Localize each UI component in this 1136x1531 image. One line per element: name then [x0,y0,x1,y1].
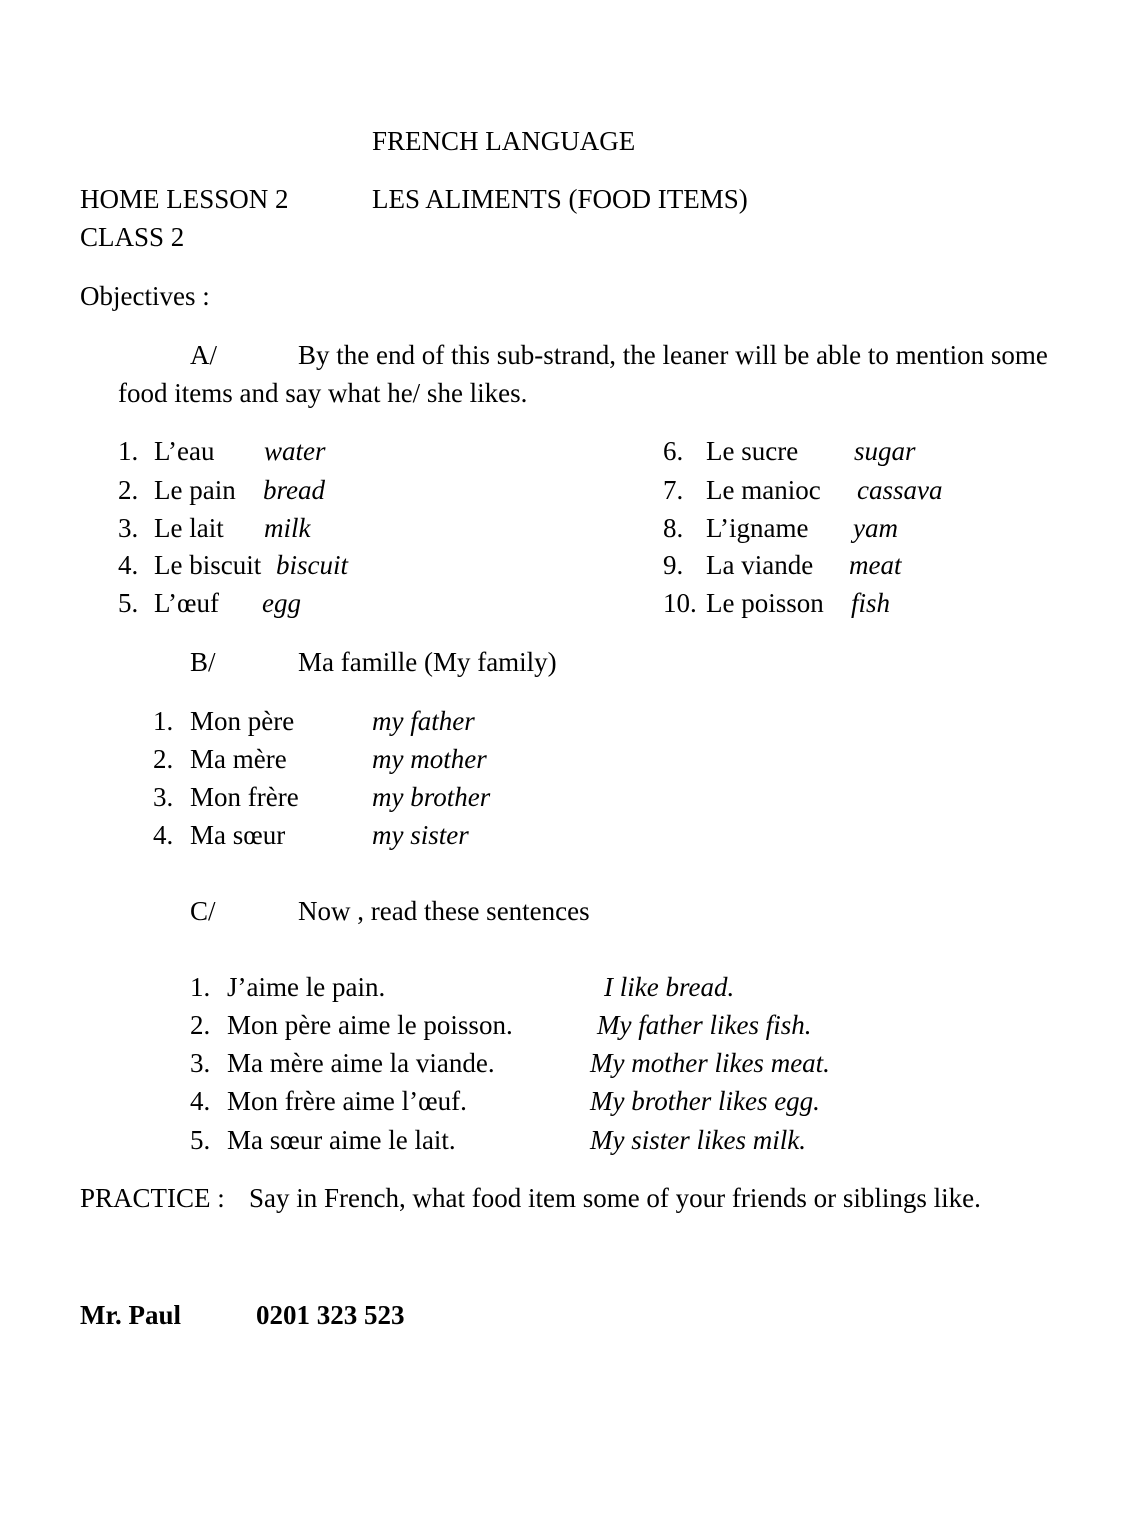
item-number: 3. [153,782,174,812]
item-number: 9. [663,550,684,580]
english-word: my sister [372,820,469,850]
french-word: Ma mère [190,744,287,774]
french-word: Le pain [154,475,236,505]
french-word: Le sucre [706,436,799,466]
item-number: 2. [118,475,139,505]
english-word: water [264,436,326,466]
english-word: my father [372,706,475,736]
english-word: my brother [372,782,491,812]
english-word: egg [262,588,301,618]
objectives-text-line1: By the end of this sub-strand, the leaner will be able to mention some [298,340,1048,370]
item-number: 4. [118,550,139,580]
english-word: my mother [372,744,487,774]
section-b-title: Ma famille (My family) [298,647,557,677]
french-sentence: Ma mère aime la viande. [227,1048,495,1078]
page-title: FRENCH LANGUAGE [372,126,636,156]
class-label: CLASS 2 [80,222,185,252]
french-word: Mon frère [190,782,299,812]
practice-label: PRACTICE : [80,1183,225,1213]
item-number: 2. [190,1010,211,1040]
french-word: Mon père [190,706,295,736]
lesson-label: HOME LESSON 2 [80,184,289,214]
item-number: 5. [118,588,139,618]
section-b-marker: B/ [190,647,216,677]
english-word: fish [851,588,891,618]
item-number: 10. [663,588,697,618]
french-word: Le lait [154,513,224,543]
item-number: 5. [190,1125,211,1155]
item-number: 8. [663,513,684,543]
english-word: sugar [854,436,916,466]
item-number: 2. [153,744,174,774]
french-word: L’igname [706,513,809,543]
section-c-title: Now , read these sentences [298,896,590,926]
english-word: bread [263,475,325,505]
english-sentence: My sister likes milk. [590,1125,806,1155]
item-number: 1. [190,972,211,1002]
item-number: 3. [118,513,139,543]
french-word: Le manioc [706,475,821,505]
section-c-marker: C/ [190,896,216,926]
french-sentence: J’aime le pain. [227,972,386,1002]
english-word: biscuit [276,550,348,580]
english-word: yam [853,513,898,543]
item-number: 7. [663,475,684,505]
practice-text: Say in French, what food item some of your friends or siblings like. [249,1183,981,1213]
english-sentence: My father likes fish. [597,1010,812,1040]
french-word: La viande [706,550,814,580]
french-sentence: Mon père aime le poisson. [227,1010,513,1040]
english-word: meat [849,550,902,580]
teacher-phone: 0201 323 523 [256,1300,405,1330]
english-word: milk [264,513,311,543]
french-sentence: Mon frère aime l’œuf. [227,1086,467,1116]
french-word: L’œuf [154,588,219,618]
item-number: 6. [663,436,684,466]
english-sentence: My mother likes meat. [590,1048,830,1078]
english-word: cassava [857,475,943,505]
english-sentence: I like bread. [604,972,735,1002]
item-number: 4. [153,820,174,850]
teacher-name: Mr. Paul [80,1300,181,1330]
item-number: 1. [118,436,139,466]
item-number: 3. [190,1048,211,1078]
objectives-label: Objectives : [80,281,210,311]
item-number: 4. [190,1086,211,1116]
item-number: 1. [153,706,174,736]
section-a-marker: A/ [190,340,217,370]
french-sentence: Ma sœur aime le lait. [227,1125,456,1155]
objectives-text-line2: food items and say what he/ she likes. [118,378,528,408]
french-word: Le poisson [706,588,824,618]
english-sentence: My brother likes egg. [590,1086,820,1116]
french-word: Ma sœur [190,820,286,850]
french-word: Le biscuit [154,550,262,580]
lesson-topic: LES ALIMENTS (FOOD ITEMS) [372,184,748,214]
french-word: L’eau [154,436,215,466]
